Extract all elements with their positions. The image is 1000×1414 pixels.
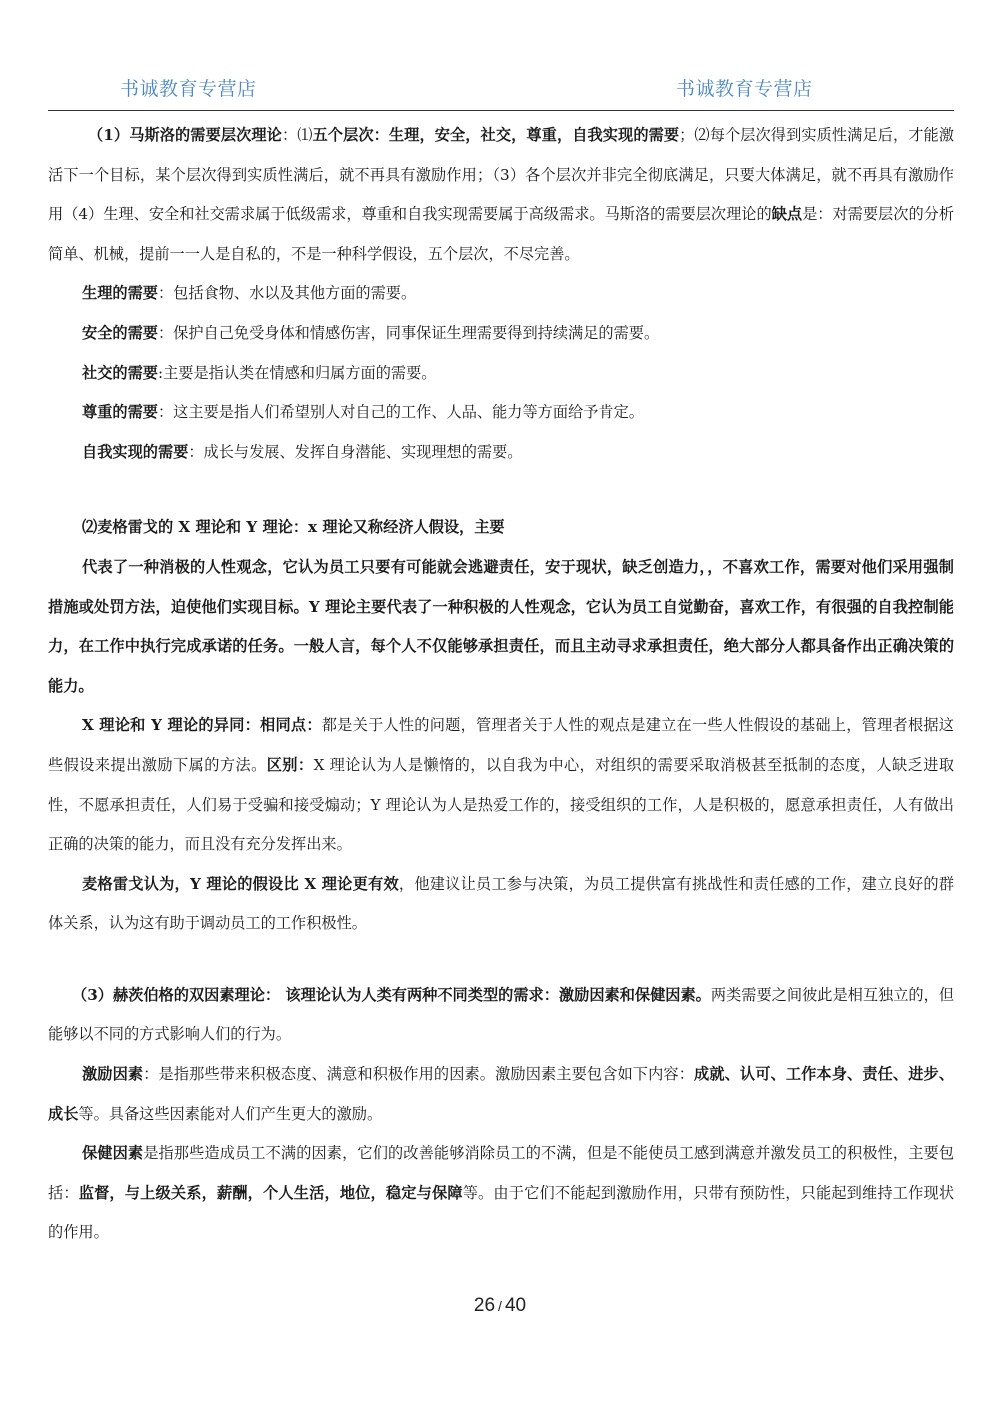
document-body <box>48 116 954 1253</box>
total-pages: 40 <box>504 1295 527 1316</box>
xy-theory-comparison: X 理论和 Y 理论的异同：相同点：都是关于人性的问题，管理者关于人性的观点是建立在一些人性假设的基础上，管理者根据这些假设来提出激励下属的方法。区别：X 理论认为人是懒惰的，以自我为中心，对组织的需要采取消极甚至抵制的态度，人缺乏进取性，不愿承担责任，人们易于受骗和接受煽动；Y 理论认为人是热爱工作的，接受组织的工作，人是积极的，愿意承担责任，人有做出正确的决策的能力，而且没有充分发挥出来。 <box>48 716 955 854</box>
current-page: 26 <box>473 1295 496 1316</box>
xy-theory-heading: ⑵麦格雷戈的 X 理论和 Y 理论：x 理论又称经济人假设，主要 <box>82 518 505 537</box>
header-shop-name-left: 书诚教育专营店 <box>120 78 257 100</box>
need-self-actualization: 自我实现的需要：成长与发展、发挥自身潜能、实现理想的需要。 <box>82 442 523 461</box>
need-esteem: 尊重的需要：这主要是指人们希望别人对自己的工作、人品、能力等方面给予肯定。 <box>82 403 644 422</box>
mcgregor-view: 麦格雷戈认为，Y 理论的假设比 X 理论更有效，他建议让员工参与决策，为员工提供富有挑战性和责任感的工作，建立良好的群体关系，认为这有助于调动员工的工作积极性。 <box>48 874 955 933</box>
need-safety: 安全的需要：保护自己免受身体和情感伤害，同事保证生理需要得到持续满足的需要。 <box>82 323 660 342</box>
page-header <box>48 70 954 111</box>
xy-theory-paragraph: 代表了一种消极的人性观念，它认为员工只要有可能就会逃避责任，安于现状，缺乏创造力，，不喜欢工作，需要对他们采用强制措施或处罚方法，迫使他们实现目标。Y 理论主要代表了一种积极的人性观念，它认为员工自觉勤奋，喜欢工作，有很强的自我控制能力，在工作中执行完成承诺的任务。一般人言，每个人不仅能够承担责任，而且主动寻求承担责任，绝大部分人都具备作出正确决策的能力。 <box>48 557 954 695</box>
maslow-paragraph: （1）马斯洛的需要层次理论：⑴五个层次：生理，安全，社交，尊重，自我实现的需要；⑵每个层次得到实质性满足后，才能激活下一个目标，某个层次得到实质性满后，就不再具有激励作用；（3）各个层次并非完全彻底满足，只要大体满足，就不再具有激励作用（4）生理、安全和社交需求属于低级需求，尊重和自我实现需要属于高级需求。马斯洛的需要层次理论的缺点是：对需要层次的分析简单、机械，提前一一人是自私的，不是一种科学假设，五个层次，不尽完善。 <box>48 126 955 263</box>
page-separator: / <box>498 1298 502 1314</box>
header-shop-name-right: 书诚教育专营店 <box>676 78 813 100</box>
need-physiological: 生理的需要：包括食物、水以及其他方面的需要。 <box>82 284 417 303</box>
page-number <box>0 1295 1000 1317</box>
need-social: 社交的需要:主要是指认类在情感和归属方面的需要。 <box>82 363 437 382</box>
motivators-paragraph: 激励因素：是指那些带来积极态度、满意和积极作用的因素。激励因素主要包含如下内容：成就、认可、工作本身、责任、进步、成长等。具备这些因素能对人们产生更大的激励。 <box>48 1065 955 1123</box>
herzberg-paragraph: （3）赫茨伯格的双因素理论： 该理论认为人类有两种不同类型的需求：激励因素和保健因素。两类需要之间彼此是相互独立的，但能够以不同的方式影响人们的行为。 <box>48 985 955 1044</box>
maslow-heading: （1）马斯洛的需要层次理论 <box>88 126 282 144</box>
hygiene-factors-paragraph: 保健因素是指那些造成员工不满的因素，它们的改善能够消除员工的不满，但是不能使员工感到满意并激发员工的积极性，主要包括：监督，与上级关系，薪酬，个人生活，地位，稳定与保障等。由于它们不能起到激励作用，只带有预防性，只能起到维持工作现状的作用。 <box>48 1144 955 1242</box>
